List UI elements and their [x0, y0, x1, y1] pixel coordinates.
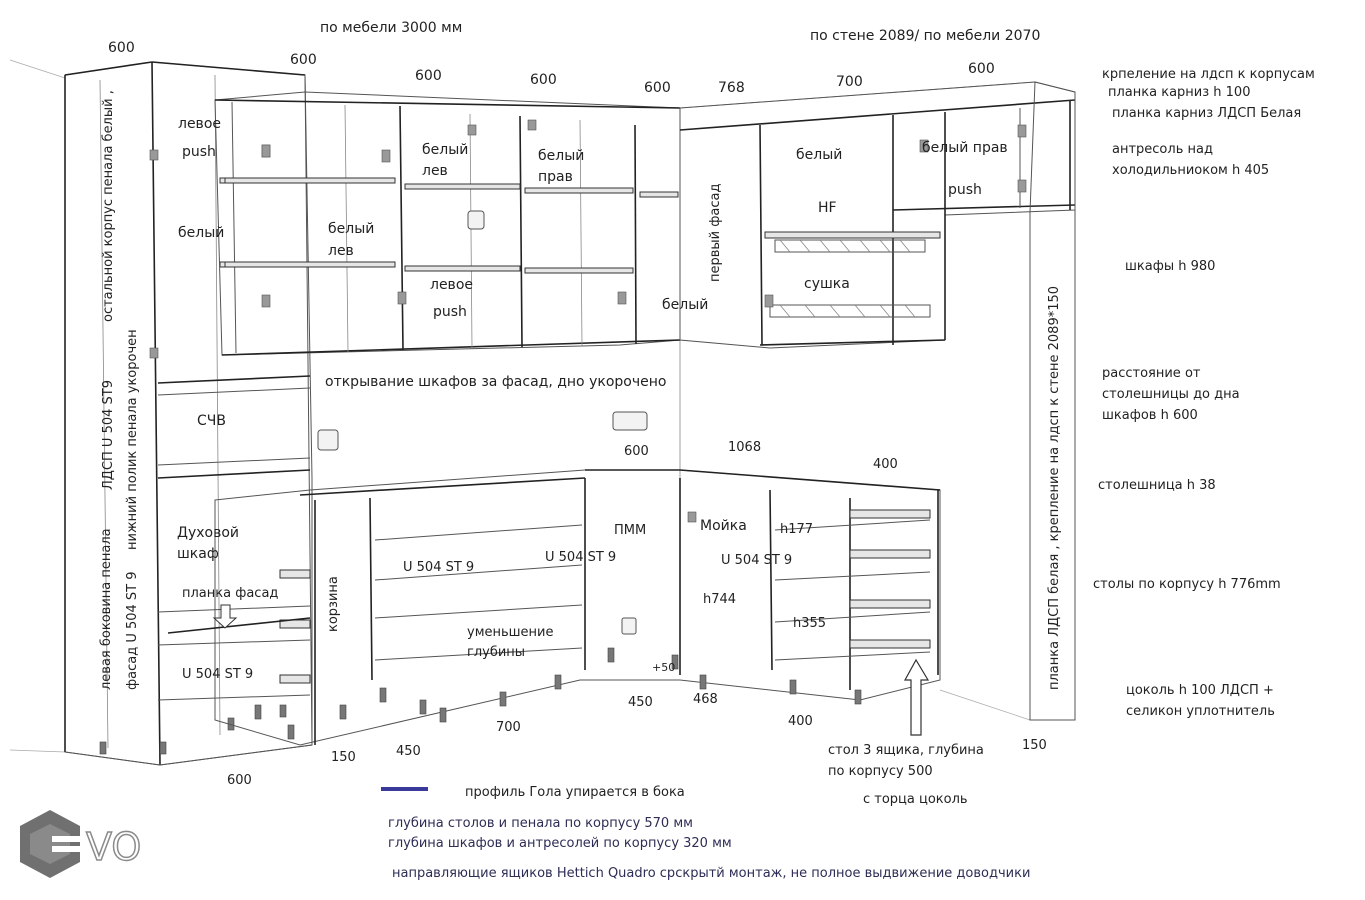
bottom-notes: [381, 743, 1030, 881]
dim-top-7: 700: [836, 74, 863, 90]
label-u504-b: U 504 ST 9: [403, 560, 475, 575]
label-planka: планка фасад: [182, 586, 279, 601]
label-hf: HF: [818, 200, 837, 216]
notes-right: [1093, 67, 1315, 719]
v-note-facade: фасад U 504 ST 9: [125, 571, 140, 690]
dim-400-top: 400: [873, 457, 898, 472]
label-bely-2: белый: [662, 297, 709, 313]
label-bely-prav-1a: белый: [538, 148, 585, 164]
dim-1068: 1068: [728, 440, 762, 455]
note-tables-h: столы по корпусу h 776mm: [1093, 577, 1281, 592]
dim-plus-50: +50: [652, 661, 676, 674]
label-push-3: push: [948, 182, 982, 198]
label-bely-lev-1b: лев: [328, 243, 354, 259]
label-oven-b: шкаф: [177, 546, 219, 562]
note-antresol-1: антресоль над: [1112, 142, 1213, 157]
note-cornice-h: планка карниз h 100: [1108, 85, 1251, 100]
note-gola-profile: профиль Гола упирается в бока: [465, 785, 685, 800]
label-u504-a: U 504 ST 9: [182, 667, 254, 682]
v-note-ldsp: ЛДСП U 504 ST9: [101, 380, 116, 490]
v-note-body-white: остальной корпус пенала белый ,: [101, 90, 116, 322]
dim-top-6: 768: [718, 80, 745, 96]
upper-labels: [178, 116, 1008, 320]
dim-450-b: 450: [628, 695, 653, 710]
dish-rack: [770, 240, 930, 317]
label-h355: h355: [793, 616, 827, 631]
label-levoe-1: левое: [178, 116, 221, 132]
label-sushka: сушка: [804, 276, 850, 292]
drawer-lines: [280, 510, 930, 683]
label-reduction-b: глубины: [467, 645, 526, 660]
note-distance-2: столешницы до дна: [1102, 387, 1240, 402]
note-antresol-2: холодильниоком h 405: [1112, 163, 1270, 178]
base-cabinets: [168, 412, 940, 745]
label-bely-prav-1b: прав: [538, 169, 573, 185]
note-hettich: направляющие ящиков Hettich Quadro срскрытй монтаж, не полное выдвижение доводчики: [392, 866, 1031, 881]
dim-150-a: 150: [331, 750, 356, 765]
note-cornice-white: планка карниз ЛДСП Белая: [1112, 106, 1302, 121]
note-table-3-drawers-b: по корпусу 500: [828, 764, 933, 779]
dim-150-b: 150: [1022, 738, 1047, 753]
evo-logo: [20, 810, 141, 878]
dim-top-2: 600: [290, 52, 317, 68]
label-push-2: push: [433, 304, 467, 320]
dim-top-1: 600: [108, 40, 135, 56]
note-plinth-1: цоколь h 100 ЛДСП +: [1126, 683, 1274, 698]
note-depth-tables: глубина столов и пенала по корпусу 570 мм: [388, 816, 693, 831]
note-fastening: крпеление на лдсп к корпусам: [1102, 67, 1315, 82]
label-svch: СЧВ: [197, 413, 226, 429]
label-u504-d: U 504 ST 9: [721, 553, 793, 568]
note-plinth-2: селикон уплотнитель: [1126, 704, 1275, 719]
label-bely-lev-2b: лев: [422, 163, 448, 179]
note-cabinets-h: шкафы h 980: [1125, 259, 1216, 274]
label-bely-3: белый: [796, 147, 843, 163]
dim-400-bottom: 400: [788, 714, 813, 729]
v-note-plank: планка ЛДСП белая , крепление на лдсп к стене 2089*150: [1047, 285, 1062, 690]
note-countertop: столешница h 38: [1098, 478, 1216, 493]
note-table-3-drawers-a: стол 3 ящика, глубина: [828, 743, 984, 758]
note-depth-cabinets: глубина шкафов и антресолей по корпусу 320 мм: [388, 836, 732, 851]
note-end-plinth: с торца цоколь: [863, 792, 968, 807]
dim-450-a: 450: [396, 744, 421, 759]
v-note-first-facade: первый фасад: [708, 183, 723, 282]
label-h177: h177: [780, 522, 814, 537]
label-oven-a: Духовой: [177, 525, 239, 541]
dim-700: 700: [496, 720, 521, 735]
label-moika: Мойка: [700, 518, 747, 534]
label-pmm: ПММ: [614, 523, 647, 538]
dim-600-center: 600: [624, 444, 649, 459]
label-h744: h744: [703, 592, 737, 607]
label-bely-1: белый: [178, 225, 225, 241]
logo-text: VO: [86, 825, 142, 869]
v-note-side: левая боковина пенала: [99, 528, 114, 690]
label-push-1: push: [182, 144, 216, 160]
dim-top-5: 600: [644, 80, 671, 96]
legs: [255, 648, 861, 739]
side-width-label: по стене 2089/ по мебели 2070: [810, 28, 1041, 44]
label-korzina: корзина: [326, 576, 341, 632]
label-bely-lev-2a: белый: [422, 142, 469, 158]
upper-right-cabinets: [680, 82, 1075, 720]
note-distance-1: расстояние от: [1102, 366, 1201, 381]
label-u504-c: U 504 ST 9: [545, 550, 617, 565]
dim-468: 468: [693, 692, 718, 707]
note-distance-3: шкафов h 600: [1102, 408, 1198, 423]
label-levoe-2: левое: [430, 277, 473, 293]
label-bely-prav-2: белый прав: [922, 140, 1008, 156]
dim-600-bottom: 600: [227, 773, 252, 788]
v-note-floor: нижний полик пенала укорочен: [125, 329, 140, 550]
total-width-label: по мебели 3000 мм: [320, 20, 463, 36]
dim-top-4: 600: [530, 72, 557, 88]
label-opening-note: открывание шкафов за фасад, дно укорочено: [325, 374, 667, 390]
dim-top-3: 600: [415, 68, 442, 84]
label-reduction-a: уменьшение: [467, 625, 554, 640]
label-bely-lev-1a: белый: [328, 221, 375, 237]
dim-top-8: 600: [968, 61, 995, 77]
